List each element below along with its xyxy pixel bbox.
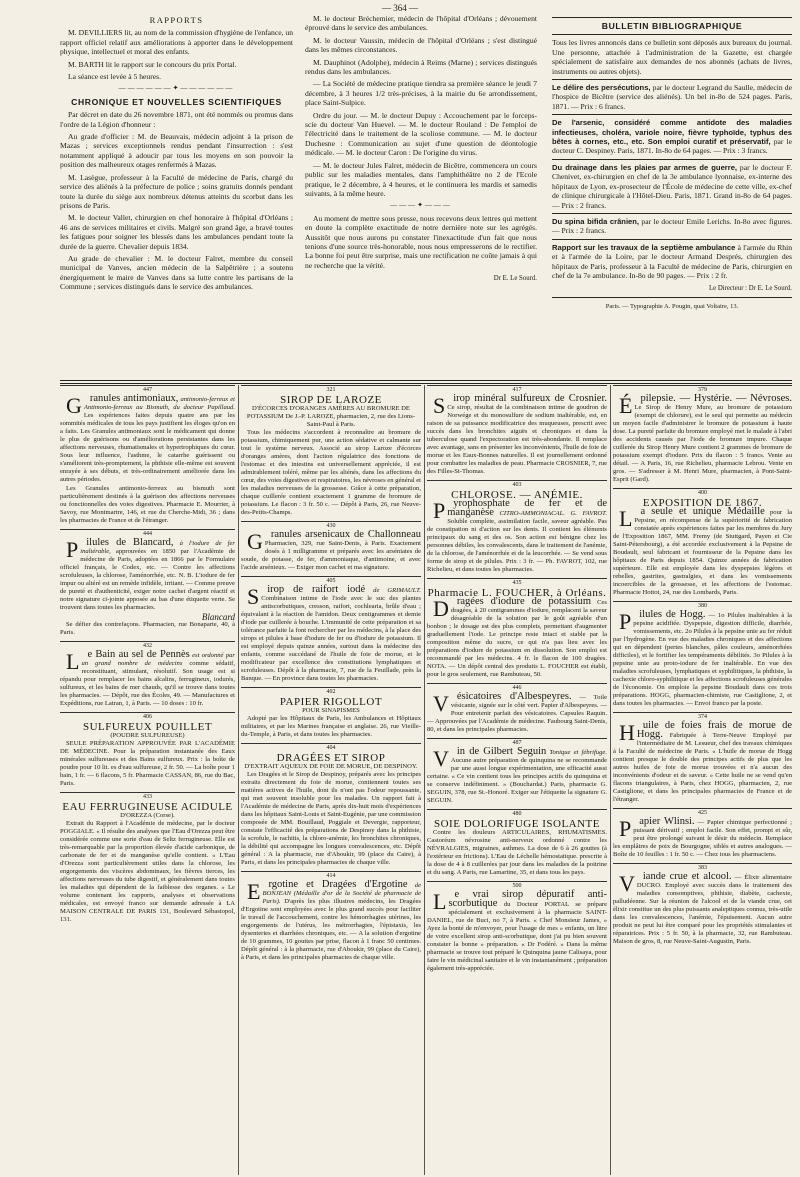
ad-heading: SOIE DOLORIFUGE ISOLANTE (434, 818, 600, 830)
advertisement (60, 385, 235, 529)
biblio-entry: Du drainage dans les plaies par armes de guerre, par le docteur F. Chenivet, ex-chirurgien en chef de la 3e ambulance lyonnaise, ex-interne des hôpitaux de Lyon, ex-prosecteur de l'École de médecine de cette ville, ex-chef de clinique chirurgicale à l'Hôtel-Dieu. Paris, 1871. Grand in-8o de 64 pages. — Prix : 2 francs. (552, 162, 792, 210)
biblio-heading: BULLETIN BIBLIOGRAPHIQUE (601, 21, 743, 31)
drop-capital: D (433, 596, 449, 621)
ad-text: Ce sirop, résultat de la combinaison intime de goudron de Norwége et du monosulfure de sodium inaltérable, est, en raison de sa puissance modificatrice des muqueuses, prescrit avec succès dans les bronchites aiguës et chroniques et dans la tuberculose quand l'expectoration est très-abondante. Il remplace avec avantage, sans en présenter les inconvénients, l'huile de foie de morue et les Eaux-Bonnes naturelles. Il est journellement ordonné pour combattre les maladies de peau. Pharmacie CROSNIER, 7, rue des Filles-St-Thomas. (427, 404, 607, 475)
drop-capital: L (433, 889, 447, 914)
ad-text: Les expériences faites depuis quatre ans par les sommités médicales de tous les pays justifient les éloges qu'on en a faits. Les Granules antimoniaux sont le médicament qui donne le plus de guérisons ou d'améliorations persistantes dans les affections nerveuses, rhumatismales et hypertrophiques du cœur. Sous leur influence, l'asthme, le catarrhe guérissent ou s'améliorent très-promptement, la phthisie elle-même est souvent enrayée à ses débuts, et très-ordinairement améliorée dans les autres périodes. (60, 412, 235, 483)
ad-subtitle: antimonio-ferreux et Antimonio-ferreux au Bismuth, du docteur Papillaud. (83, 396, 235, 411)
advertisement (427, 578, 607, 683)
ad-heading: EAU FERRUGINEUSE ACIDULE (62, 801, 233, 813)
drop-capital: L (66, 649, 80, 674)
ad-title: ranules antimoniaux, (89, 393, 179, 404)
chronique-paragraph: Au grade de chevalier : M. le docteur Falret, membre du conseil municipal de Vanves, ancien médecin de la Salpêtrière ; a soutenu énergiquement le maire de Vanves dans sa lutte contre les partisans de la Commune ; services distingués dans le service des ambulances. (60, 253, 293, 292)
advertisement (60, 529, 235, 641)
ad-body (427, 748, 607, 805)
ad-subheading: D'EXTRAIT AQUEUX DE FOIE DE MORUE, DE DESPINOY. (244, 763, 418, 770)
ad-heading: SULFUREUX POUILLET (82, 721, 213, 733)
drop-capital: G (247, 529, 263, 554)
ad-number: 379 (698, 387, 707, 393)
advertisement (613, 601, 792, 712)
ad-number: 402 (326, 689, 336, 695)
chronique-paragraph: M. Lasègue, professeur à la Faculté de médecine de Paris, chargé du service des aliénés à la préfecture de police ; soins gratuits donnés pendant toute la durée du siége aux nombreux détenus atteints du scorbut dans les prisons de Paris. (60, 172, 293, 210)
ad-body (427, 598, 607, 679)
rule (552, 17, 792, 18)
ad-text: SEULE PRÉPARATION APPROUVÉE PAR L'ACADÉMIE DE MÉDECINE. Pour la préparation instantanée des Eaux minérales sulfureuses et des Bains sulfureux. Prix : la boîte de poudre pour 10 lit. es d'eau sulfureuse, 2 fr. 50. — La boîte pour 1 bain, 1 fr. — 6 flacons, 5 fr. Pharmacie CASSAN, 86, rue du Bac, Paris. (60, 740, 235, 787)
drop-capital: H (619, 720, 635, 745)
ad-body (241, 531, 421, 572)
advertisement (613, 863, 792, 950)
ad-body (241, 586, 421, 683)
chronique-paragraph: Au moment de mettre sous presse, nous recevons deux lettres qui mettent en doute la complète exactitude de notre dernière note sur les agrégés. Aussitôt que nous aurons pu constater l'inexactitude d'un fait que nous tenions d'une source très-honorable, nous nous empresserons de le rectifier. La bonne foi peut être surprise, mais une rectification ne coûte jamais à qui ne recherche que la vérité. (305, 213, 537, 270)
chronique-paragraph: M. le docteur Vaussin, médecin de l'hôpital d'Orléans ; s'est distingué dans les mêmes circonstances. (305, 35, 537, 55)
advertisement (60, 641, 235, 712)
ad-number: 487 (512, 740, 522, 746)
advertisement (427, 385, 607, 480)
biblio-entry: Rapport sur les travaux de la septième ambulance à l'armée du Rhin et à l'armée de la Loire, par le docteur Armand Després, chirurgien des hôpitaux de Paris, professeur à la Faculté de médecine de Paris, chirurgien en chef de la 7e ambulance. In-8o de 90 pages. — Prix : 2 fr. (552, 242, 792, 280)
ad-text: approuvées en 1850 par l'Académie de médecine de Paris, adoptées en 1866 par le Formulaire officiel français, le Codex, etc. — Contre les affections scrofuleuses, la chlorose, l'aménorrhée, etc. N. B. L'iodure de fer impur ou altéré est un remède infidèle, irritant. — Comme preuve de pureté et d'authenticité, exiger notre cachet d'argent réactif et notre signature ci-jointe apposée au bas d'une étiquette verte. Se trouvent dans toutes les pharmacies. (60, 548, 235, 611)
ad-number: 444 (143, 531, 152, 537)
imprint: Paris. — Typographie A. Pougin, quai Voltaire, 13. (605, 302, 739, 310)
rapports-paragraph: M. BARTH lit le rapport sur le concours du prix Portal. (68, 59, 237, 69)
ad-subheading: D'ÉCORCES D'ORANGES AMÈRES AU BROMURE DE POTASSIUM De J.-P. LAROZE, pharmacien, 2, rue des Lions-Saint-Paul à Paris. (246, 405, 416, 428)
ad-number: 321 (326, 387, 336, 393)
ad-text: Tous les médecins s'accordent à reconnaître au bromure de potassium, chimiquement pur, une action sédative et calmante sur tout le système nerveux. Associé au sirop Laroze d'écorces d'oranges amères, dont l'action régulatrice des fonctions de l'estomac et des intestins est universellement appréciée, il est admirablement toléré, même par les aliénés, dans les affections du cœur, des voies digestives et respiratoires, les névroses en général et les maladies nerveuses de la grossesse. Grâce à cette préparation, chaque cuillerée contient exactement 1 gramme de bromure de potassium. Le flacon : 3 fr. 50 c. — Dépôt à Paris, 26, rue Neuve-des-Petits-Champs. (241, 429, 421, 516)
advertisement (241, 521, 421, 576)
ad-title: a seule et unique Médaille (640, 506, 765, 517)
ad-subtitle: Tonique et fébrifuge. (549, 749, 607, 756)
ad-body (613, 818, 792, 859)
ad-body (241, 881, 421, 962)
ad-text: — Élixir alimentaire DUCRO. Employé avec succès dans le traitement des maladies consomptives, phthisie, diabète, cachexie, palludéenne. Sur la réunion de l'alcool et de la viande crue, cet élixir constitue un des plus puissants analeptiques connus, très-utile dans les convalescences, l'anémie, l'épuisement. Aucun autre produit ne peut lui être comparé pour les propriétés stimulantes et réparatrices. Prix : 5 fr. 50, à la pharmacie, 32, rue Rambuteau. Maison de gros, 8, rue Neuve-Saint-Augustin, Paris. (613, 874, 792, 945)
ad-text: Extrait du Rapport à l'Académie de médecine, par le docteur POGGIALE. « Il résulte des analyses que l'Eau d'Orezza peut être considérée comme une sorte d'eau de Seltz ferrugineuse. Elle est très-remarquable par la proportion élevée d'acide carbonique, de carbonate de fer et de manganèse qu'elle contient. « L'Eau d'Orezza sont particulièrement utiles dans la chlorose, les engorgements des viscères abdominaux, les fièvres tierces, les affections nerveuses du tube digestif, et généralement dans toutes les maladies qui dépendent de la faiblesse des organes. » Le volume contenant les rapports, analyses et observations médicales, est envoyé franco sur demande adressée à LA MAISON CENTRALE DE PARIS 131, Boulevard Sébastopol, 131. (60, 820, 235, 923)
rule (552, 297, 792, 298)
biblio-entry: Le délire des persécutions, par le docteur Legrand du Saulle, médecin de l'hospice de Bicêtre (service des aliénés). Un bel in-8o de 524 pages. Paris, 1871. — Prix : 6 francs. (552, 83, 792, 111)
drop-capital: G (66, 393, 82, 418)
drop-capital: L (619, 506, 633, 531)
ad-text: Pharmacien, 329, rue Saint-Denis, à Paris. Exactement dosés à 1 milligramme et préparés avec les arséniates de soude, de potasse, de fer, d'ammoniaque, d'antimoine, et avec l'acide arsénieux. — Exiger mon cachet et ma signature. (241, 540, 421, 571)
chronique-paragraph: Au grade d'officier : M. de Beauvais, médecin adjoint à la prison de Mazas ; services exceptionnels rendus pendant l'insurrection : s'est notamment appliqué à adoucir par tous les moyens en son pouvoir la position des malheureux otages renfermés à Mazas. (60, 132, 293, 170)
ad-title: pilepsie. — Hystérie. — Névroses. (640, 393, 792, 404)
ad-title: apier Wlinsi. (639, 816, 695, 827)
ad-number: 480 (512, 811, 522, 817)
top-column-left (60, 14, 293, 380)
ad-heading: DRAGÉES ET SIROP (276, 752, 386, 764)
ad-number: 404 (326, 745, 336, 751)
director-signature: Le Directeur : Dr E. Le Sourd. (708, 285, 792, 293)
ad-body (241, 429, 421, 517)
ad-title: in de Gilbert Seguin (456, 746, 547, 757)
rapports-heading: RAPPORTS (149, 15, 204, 25)
drop-capital: P (66, 537, 79, 562)
ad-subheading: (POUDRE SULFUREUSE) (110, 732, 185, 739)
advertisement (427, 480, 607, 578)
ad-number: 417 (512, 387, 522, 393)
ad-title: e Bain au sel de Pennès (87, 649, 190, 660)
biblio-intro: Tous les livres annoncés dans ce bulletin sont déposés aux bureaux du journal. Une personne, attachée à l'administration de la Gazette, est chargée spécialement de satisfaire aux demandes de nos abonnés (achats de livres, instruments ou autres objets). (552, 38, 792, 76)
ad-title: ilules de Blancard, (86, 537, 174, 548)
ad-text: Le Sirop de Henry Mure, au bromure de potassium (exempt de chlorure), est le seul qui permette au médecin un moyen facile d'administrer le bromure de potassium à haute dose. La pureté parfaite du bromure employé met le malade à l'abri des accidents causés par l'iode de bromure impure. Chaque cuillerée du Sirop Henry Mure contient 2 grammes de bromure de potassium exempt d'iodure. Prix du flacon : 5 francs. Vente au détail. — A Paris, 16, rue Richelieu, pharmacie Lebrou. Vente en gros. — S'adresser à M. Henri Mure, pharmacien, à Pont-Saint-Esprit (Gard). (613, 404, 792, 483)
ad-text: Ces dragées, à 20 centigrammes d'iodure, remplacent la saveur désagréable de la solution par le goût agréable d'un bonbon ; le dosage est des plus complets, permettant d'augmenter graduellement l'iode. Le principe reste intact et stable par la composition même du sucre, ce qui n'a pas lieu avec les préparations d'iodure de potassium en dissolution. Son emploi est recommandé par les médecins. 4 fr. le flacon de 100 dragées. NOTA. — Un dépôt central des produits L. FOUCHER est établi, pour le gros seulement, rue Rambuteau, 50. (427, 599, 607, 678)
ad-text: comme sédatif, reconstituant, stimulant, résolutif. Son usage est si répandu pour remplacer les bains alcalins, ferrugineux, iodurés, sulfureux, et les bains de mer chauds, qu'il se trouve dans toutes les pharmacies. — Dépôt, rue des Écoles, 49. — Manufactures et Expéditions, rue Latran, 1, à Paris. — 10 doses : 10 fr. (60, 660, 235, 707)
advertisement (241, 743, 421, 871)
ad-number: 400 (698, 490, 707, 496)
ad-number: 374 (698, 714, 707, 720)
ad-title: ésicatoires d'Albespeyres. (456, 691, 572, 702)
ornament-divider: ——————✦—————— (118, 84, 235, 93)
ad-number: 403 (512, 482, 522, 488)
ads-column-3 (427, 385, 607, 1175)
ads-column-1 (60, 385, 235, 1175)
advertisement (613, 488, 792, 601)
ad-text: Les Dragées et le Sirop de Despinoy, préparés avec les principes extraits directement du foie de morue, contiennent toutes ses matières actives de l'huile, dont ils n'ont pas l'odeur repoussante, qui met souvent insoluble pour les malades. Un rapport fait à l'Académie de médecine de Paris, après dix-huit mois d'expériences dans les hôpitaux Saint-Louis et Saint-Eugénie, par une commission composée de MM. Bouillaud, Poggiale et Devergie, rapporteur, constate l'efficacité des préparations de Despinoy dans la phthisie, la scrofule, le rachitis, la chloro-anémie, les bronchites chroniques, la débilité qui accompagne les longues convalescences, etc. Dépôt général : A la pharmacie, rue d'Aboukir, 99 (place du Caire), à Paris, et dans les principales pharmacies de chaque ville. (241, 771, 421, 866)
ad-number: 414 (326, 873, 336, 879)
column-rule (238, 385, 239, 1175)
chronique-paragraph: Ordre du jour. — M. le docteur Dupuy : Accouchement par le forceps-scie du docteur Van Huevel. — M. le docteur Rouland : De l'emploi de l'électricité dans le traitement de la scoliose commune. — M. le docteur Duchesne : Communication au sujet d'une question de déontologie médicale. — M. le docteur Caron : De l'origine du virus. (305, 110, 537, 158)
ad-body (613, 611, 792, 708)
advertisement (613, 712, 792, 808)
ad-title: ilules de Hogg. (639, 609, 706, 620)
ad-body (241, 715, 421, 739)
ad-text: du Docteur PORTAL se prépare spécialement et exclusivement à la pharmacie SAINT-DANIEL, rue de Buci, no 7, à Paris. « Chef Monsieur James, » Ayez la bonté de m'envoyer, pour l'usage de mes » enfants, un litre de votre excellent sirop anti-scorbutique, dont j'ai pu bien souvent constater la bonne » préparation. « Dr Fodéré. » Dans la même pharmacie se trouve tout préparé le Quinquina jaune Calisaya, pour faire le vin médicinal sanitaire et le vin instantanément ; préparation également très-appréciée. (427, 901, 607, 972)
ad-text: Fabriquée à Terre-Neuve Employé par l'intermédiaire de M. Lesueur, chef des travaux chimiques à la Faculté de médecine de Paris. « L'huile de morue de Hogg contient presque le double des principes actifs de plus que les autres huiles de foie de morue trouvées et n'a aucun des inconvénients d'odeur et de saveur. » Cette huile ne se vend qu'en flacons triangulaires, à Paris, chez HOGG, pharmacien, 2, rue Castiglione, et dans les principales pharmacies de France et de l'étranger. (613, 732, 792, 803)
ad-title: ragées d'iodure de potassium (456, 596, 592, 607)
ad-text: Se défier des contrefaçons. Pharmacien, rue Bonaparte, 40, à Paris. (60, 621, 235, 636)
ad-number: 380 (698, 603, 707, 609)
ad-heading: Pharmacie L. FOUCHER, à Orléans. (427, 587, 607, 599)
ad-body (241, 771, 421, 867)
advertisement (60, 712, 235, 792)
ad-title: rgotine et Dragées d'Ergotine (268, 879, 408, 890)
rule (552, 34, 792, 35)
ad-subtitle: de BONJEAN (Médaille d'or de la Société de pharmacie de Paris). (262, 882, 421, 905)
ad-body (427, 395, 607, 476)
drop-capital: S (433, 393, 446, 418)
rule (552, 79, 792, 80)
ad-text: Contre les douleurs ARTICULAIRES, RHUMATISMES. Castoréum névrosine anti-nerveux ordonné contre les NÉVRALGIES, migraines, asthmes. La dose de 6 à 26 gouttes (à l'extérieur en frictions). L'Eau de Léchelle hémostatique. prescrite à la dose de 4 à 8 cuillerées par jour dans les maladies de la poitrine et du sang. A Paris, rue Lamartine, 35, et dans tous les pays. (427, 829, 607, 876)
ad-body (613, 395, 792, 484)
editor-signature: Dr E. Le Sourd. (493, 275, 537, 283)
ad-body (60, 651, 235, 708)
ad-text: Soluble complète, assimilation facile, saveur agréable. Pas de constipation ni d'action sur les dents. Il contient les éléments principaux du sang et des os. Son action est bénigne chez les personnes débiles, les convalescents, dans le traitement de l'anémie, de la chlorose, de l'aménorrhée et de la leucorrhée. — Se vend sous forme de sirop et de pilules. Prix : 3 fr. — Ph. FAVROT, 102, rue Richelieu, et dans toutes les pharmacies. (427, 518, 607, 573)
ad-heading: EXPOSITION DE 1867. (642, 497, 763, 509)
advertisement (241, 385, 421, 521)
column-rule (610, 385, 611, 1175)
ad-body (60, 740, 235, 788)
ad-title: iande crue et alcool. (642, 871, 732, 882)
ad-title: ranules arsenicaux de Challonneau (270, 529, 421, 540)
ad-number: 425 (698, 810, 707, 816)
drop-capital: É (619, 393, 633, 418)
ad-number: 432 (143, 643, 152, 649)
rule (552, 159, 792, 160)
section-divider (60, 380, 792, 384)
ad-subtitle: est ordonné par un grand nombre de médecins (81, 652, 235, 667)
ad-subheading: POUR SINAPISMES (302, 707, 360, 714)
ad-number: 447 (143, 387, 152, 393)
ad-title: yrophosphate de fer et de manganèse (447, 498, 607, 518)
chronique-paragraph: — La Société de médecine pratique tiendra sa première séance le jeudi 7 décembre, à 3 heures 1/2 très-précises, à la mairie du 6e arrondissement, place Saint-Sulpice. (305, 79, 537, 108)
rapports-paragraph: M. DEVILLIERS lit, au nom de la commission d'hygiène de l'enfance, un rapport officiel relatif aux améliorations à apporter dans le développement physique, intellectuel et moral des enfants. (60, 28, 293, 57)
advertisement (427, 881, 607, 977)
advertisement (241, 576, 421, 687)
biblio-entry: De l'arsenic, considéré comme antidote des maladies infectieuses, choléra, variole noire, fièvre typhoïde, typhus des bêtes à cornes, etc., etc. Son emploi curatif et préservatif, par le docteur C. Despiney. Paris, 1871. In-8o de 64 pages. — Prix : 3 francs. (552, 118, 792, 156)
ad-text: D'après les plus illustres médecins, les Dragées d'Ergotine sont employées avec le plus grand succès pour faciliter le travail de l'accouchement, contre les hémorrhagies utérines, les engorgements de l'utérus, les métrorrhagies, l'épistaxis, les dysenteries et diarrhées chroniques, etc. — A la solution d'ergotine de 10 grammes, 10 gouttes par prise, flacon à 1 franc 50 centimes. Dépôt général : à la pharmacie, rue d'Aboukir, 99 (place du Caire), à Paris, et dans les principales pharmacies de chaque ville. (241, 898, 421, 961)
ad-text: — Papier chimique perfectionné ; puissant dérivatif ; emploi facile. Son effet, prompt et sûr, peut être prolongé suivant le désir du médecin. Remplace les emplâtres de poix de Bourgogne, siblés et autres analogues. — Boîte de 10 feuilles : 1 fr. 50 c. — Chez tous les pharmaciens. (613, 819, 792, 858)
ad-body (613, 873, 792, 946)
ad-title: uile de foies frais de morue de Hogg. (636, 720, 792, 740)
drop-capital: S (247, 584, 260, 609)
ads-column-2 (241, 385, 421, 1175)
rule (552, 114, 792, 115)
ad-body (427, 500, 607, 574)
ornament-divider: ———✦——— (390, 201, 452, 210)
biblio-entry: Du spina bifida crânien, par le docteur Emile Lerichs. In-8o avec figures. — Prix : 2 francs. (552, 216, 792, 236)
advertisement (613, 385, 792, 488)
drop-capital: P (619, 609, 632, 634)
ad-title: e vrai sirop dépuratif anti-scorbutique (448, 889, 607, 909)
ad-text: pour la Pepsine, en récompense de la supériorité de fabrication constatée après expériences faites par les membres du Jury de l'Exposition 1867, MM. Fremy (de Stuttgard, Payen et Cie Saint-Pétersbourg), a été accordée exclusivement à la Pepsine de Boudault, seul fabricant et fournisseur de la Pepsine dans les hôpitaux de Paris depuis 1854. Quinze années de fabrication supérieure. Elle est employée dans les dyspepsies légères et rebelles, gastrites, gastralgies, et dans les vomissements incoercibles de la grossesse, et les affections de l'estomac. Pharmacie Hottot, 24, rue des Lombards, Paris. (613, 509, 792, 596)
chronique-paragraph: Par décret en date du 26 novembre 1871, ont été nommés ou promus dans l'ordre de la Légion d'honneur : (60, 110, 293, 129)
advertisement (613, 808, 792, 863)
ad-text: — Toile vésicante, signée sur le côté vert. Papier d'Albespeyres. — Pour entretenir parfait des vésicatoires. Capsules Raquin. — Approuvées par l'Académie de médecine. Faubourg Saint-Denis, 80, et dans les principales pharmacies. (427, 694, 607, 733)
rule (552, 239, 792, 240)
ad-body (60, 820, 235, 924)
drop-capital: V (433, 746, 449, 771)
ad-subtitle: CITRO-AMMONIACAL. G. FAVROT. (499, 510, 607, 517)
ad-body (427, 891, 607, 973)
ad-number: 406 (143, 714, 152, 720)
ad-text: Aucune autre préparation de quinquina ne se recommande par une aussi longue expérimentation, une efficacité aussi certaine. « Ce vin contient tous les principes actifs du quinquina et se conserve indéfiniment. » (Bouchardat.) Paris, pharmacie G. SEGUIN, 378, rue St.-Honoré. Exiger sur l'étiquette la signature G. SEGUIN. (427, 757, 607, 804)
ad-text: Adopté par les Hôpitaux de Paris, les Ambulances et Hôpitaux militaires, et par les Marines française et anglaise. 26, rue Vieille-du-Temple, à Paris, et dans toutes les pharmacies. (241, 715, 421, 738)
ad-subtitle: à l'iodure de fer inaltérable, (80, 540, 235, 555)
ads-column-4 (613, 385, 792, 1175)
ad-number: 435 (512, 580, 522, 586)
ad-heading: SIROP DE LAROZE (280, 394, 382, 406)
ad-number: 446 (512, 685, 522, 691)
ad-body (60, 395, 235, 484)
ad-number: 405 (326, 578, 336, 584)
ad-number: 433 (143, 794, 152, 800)
advertisement (427, 809, 607, 881)
ad-number: 500 (512, 883, 522, 889)
rule (552, 213, 792, 214)
signature: Blancard (201, 612, 235, 622)
chronique-paragraph: M. Dauphinot (Adolphe), médecin à Reims (Marne) ; services distingués rendus dans les ambulances. (305, 57, 537, 77)
ad-number: 383 (698, 865, 707, 871)
advertisement (241, 687, 421, 743)
ad-body (613, 722, 792, 804)
ad-body (60, 539, 235, 612)
rapports-paragraph: La séance est levée à 5 heures. (68, 72, 161, 82)
advertisement (60, 792, 235, 928)
chronique-paragraph: — M. le docteur Jules Falret, médecin de Bicêtre, commencera un cours public sur les maladies mentales, dans l'amphithéâtre no 2 de l'Ecole pratique, le 2 décembre, à 4 heures, et le continuera les mardis et samedis suivants, à la même heure. (305, 160, 537, 198)
ad-number: 430 (326, 523, 336, 529)
drop-capital: P (619, 816, 632, 841)
ad-heading: PAPIER RIGOLLOT (279, 696, 383, 708)
top-column-right (552, 14, 792, 380)
advertisement (427, 738, 607, 809)
ad-text: — 1o Pilules inaltérables à la pepsine acidifiée. Dyspepsie, digestion difficile, diarrhée, vomissements, etc. 2o Pilules à la pepsine unie au fer réduit par l'hydrogène. En vue des maladies chroniques et des affections qui en dépendent (pertes blanches, pâles couleurs, aménorrhées difficiles), et le fortifier les tempéraments débilités. 3o Pilules à la pepsine unie au proto-iodure de fer inaltérable. En vue des maladies scrofuleuses, lymphatiques et syphilitiques, la phthisie, la cachexie chloro-syphilitique et les affections scrofuleuses générales de l'économie. On emploie la pepsine Boudault dans ces trois préparations. HOGG, pharmacien-chimiste, rue Castiglione, 2, et dans toutes les pharmacies. — Envoi franco par la poste. (613, 612, 792, 707)
ad-body (427, 693, 607, 734)
drop-capital: E (247, 879, 261, 904)
drop-capital: V (619, 871, 635, 896)
ad-heading: CHLOROSE. — ANÉMIE. (451, 489, 583, 501)
page-number: — 364 — (382, 3, 418, 13)
chronique-heading: CHRONIQUE ET NOUVELLES SCIENTIFIQUES (71, 96, 282, 107)
ad-text: Les Granules antimonio-ferreux au bismuth sont particulièrement destinés à la guérison des affections nerveuses ou fonctionnelles des voies digestives. Pharmacie E. Mourrier, à Savoy, rue Montmartre, 146, et rue du Cherche-Midi, 36 ; dans les pharmacies de France et de l'étranger. (60, 485, 235, 524)
ad-subtitle: de GRIMAULT. (373, 587, 421, 594)
ad-title: irop minéral sulfureux de Crosnier. (453, 393, 607, 404)
column-rule (424, 385, 425, 1175)
ad-body (613, 508, 792, 597)
ad-title: irop de raifort iodé (267, 584, 366, 595)
drop-capital: V (433, 691, 449, 716)
top-column-middle (305, 14, 537, 380)
chronique-paragraph: M. le docteur Bréchemier, médecin de l'hôpital d'Orléans ; dévouement éprouvé dans le service des ambulances. (305, 14, 537, 33)
advertisement (241, 871, 421, 966)
ad-text: Combinaison intime de l'iode avec le suc des plantes antiscorbutiques, cresson, raifort, cochlearia, brûle d'eau ; équivalant à la réaction de l'amidon. Deux centigrammes et demie d'iode par cuillerée à bouche. L'immunité de cette préparation et sa tolérance parfaite la font rechercher par les médecins, à la place des sirops et pilules à base d'iodure de fer ou d'iodure de potassium. Il est employé depuis quinze années, surtout dans la médecine des enfants, comme succédané de l'huile de foie de morue, et le modificateur par excellence des constitutions lymphatiques et scrofuleuses. Dépôt à la pharmacie, 7, rue de la Feuillade, près la Banque. — En province dans toutes les pharmacies. (241, 595, 421, 682)
ad-body (427, 829, 607, 877)
ad-subheading: D'OREZZA (Corse). (120, 812, 175, 819)
advertisement (427, 683, 607, 738)
drop-capital: P (433, 498, 446, 523)
chronique-paragraph: M. le docteur Vallet, chirurgien en chef honoraire à l'hôpital d'Orléans ; 46 ans de services militaires et civils. Malgré son grand âge, a bravé toutes les fatigues pour soigner les blessés dans les ambulances pendant toute la durée de la guerre. Chevalier depuis 1834. (60, 213, 293, 251)
